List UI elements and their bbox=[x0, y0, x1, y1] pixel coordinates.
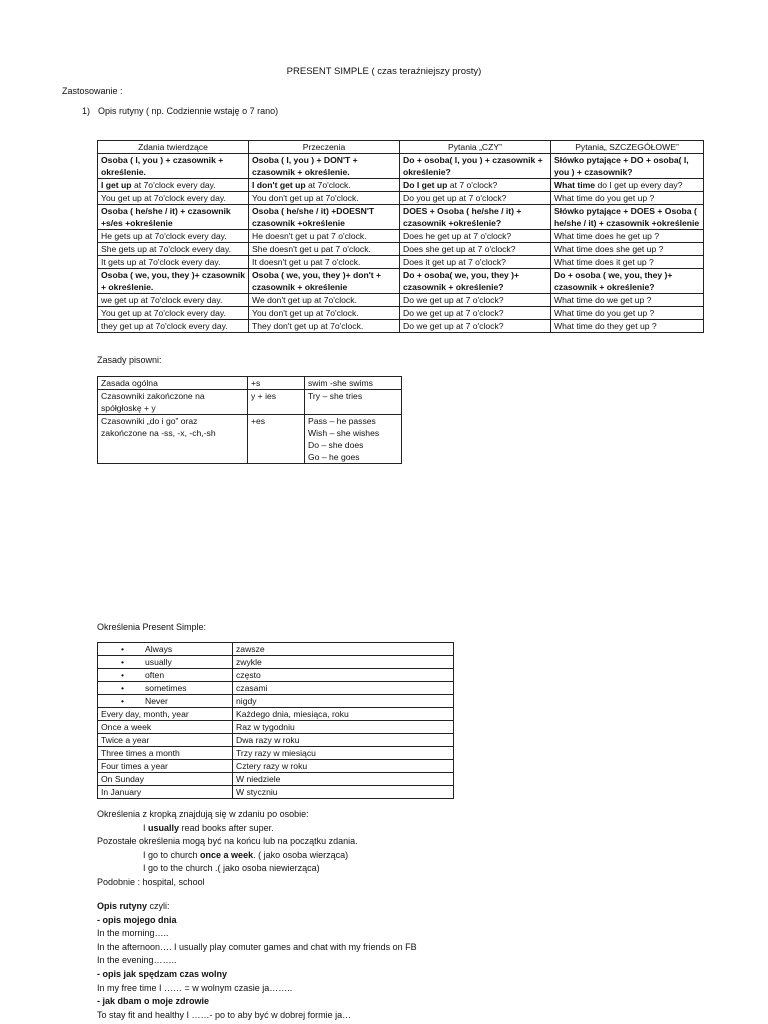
routine-subheading: - jak dbam o moje zdrowie bbox=[97, 996, 210, 1007]
routine-subheading: - opis jak spędzam czas wolny bbox=[97, 968, 228, 979]
table-row bbox=[98, 192, 704, 205]
table-row bbox=[98, 256, 704, 269]
table-cell: Does he get up at 7 o'clock? bbox=[400, 230, 551, 243]
table-header-row bbox=[98, 141, 704, 154]
adverb-cell: • sometimes bbox=[98, 682, 233, 695]
table-row bbox=[98, 154, 704, 179]
main-grammar-table bbox=[97, 140, 704, 333]
table-cell: Osoba ( he/she / it) + czasownik +s/es +określenie bbox=[98, 205, 249, 230]
table-row bbox=[98, 230, 704, 243]
table-cell: He gets up at 7o'clock every day. bbox=[98, 230, 249, 243]
example-sentence: I go to church once a week. ( jako osoba wierząca) bbox=[143, 849, 349, 860]
table-cell: You don't get up at 7o'clock. bbox=[249, 307, 400, 320]
table-cell: Osoba ( he/she / it) +DOESN'T czasownik +określenie bbox=[249, 205, 400, 230]
table-row bbox=[98, 269, 704, 294]
table-cell: You get up at 7o'clock every day. bbox=[98, 192, 249, 205]
table-cell: Osoba ( I, you ) + DON'T + czasownik + określenie. bbox=[249, 154, 400, 179]
table-cell: Do I get up at 7 o'clock? bbox=[400, 179, 551, 192]
table-cell: Do we get up at 7 o'clock? bbox=[400, 307, 551, 320]
note-line: Określenia z kropką znajdują się w zdaniu po osobie: bbox=[97, 809, 309, 819]
table-cell: Osoba ( we, you, they )+ don't + czasownik + określenie bbox=[249, 269, 400, 294]
spelling-table bbox=[97, 376, 402, 464]
table-cell: We don't get up at 7o'clock. bbox=[249, 294, 400, 307]
table-row bbox=[98, 669, 454, 682]
table-cell: y + ies bbox=[248, 390, 305, 415]
table-row bbox=[98, 320, 704, 333]
translation-cell: W styczniu bbox=[233, 786, 454, 799]
table-cell: He doesn't get u pat 7 o'clock. bbox=[249, 230, 400, 243]
table-row bbox=[98, 721, 454, 734]
table-cell: Czasowniki „do i go” oraz zakończone na -ss, -x, -ch,-sh bbox=[98, 415, 248, 464]
table-cell: Does it get up at 7 o'clock? bbox=[400, 256, 551, 269]
adverb-cell: Four times a year bbox=[98, 760, 233, 773]
table-cell: +es bbox=[248, 415, 305, 464]
spelling-label: Zasady pisowni: bbox=[97, 355, 162, 365]
table-cell: Do + osoba ( we, you, they )+ czasownik + określenie? bbox=[551, 269, 704, 294]
table-cell: She gets up at 7o'clock every day. bbox=[98, 243, 249, 256]
table-cell: What time do I get up every day? bbox=[551, 179, 704, 192]
column-header: Zdania twierdzące bbox=[98, 141, 249, 154]
adverb-cell: • often bbox=[98, 669, 233, 682]
table-row bbox=[98, 643, 454, 656]
column-header: Przeczenia bbox=[249, 141, 400, 154]
table-cell: It gets up at 7o'clock every day. bbox=[98, 256, 249, 269]
routine-section bbox=[97, 900, 747, 1022]
table-cell: What time does he get up ? bbox=[551, 230, 704, 243]
list-number: 1) bbox=[82, 106, 91, 116]
adverbs-table bbox=[97, 642, 454, 799]
table-cell: I get up at 7o'clock every day. bbox=[98, 179, 249, 192]
table-cell: Zasada ogólna bbox=[98, 377, 248, 390]
table-cell: Try – she tries bbox=[305, 390, 402, 415]
notes-section bbox=[97, 808, 737, 890]
adverbs-label: Określenia Present Simple: bbox=[97, 622, 207, 632]
translation-cell: Dwa razy w roku bbox=[233, 734, 454, 747]
table-cell: She doesn't get u pat 7 o'clock. bbox=[249, 243, 400, 256]
note-line: Pozostałe określenia mogą być na końcu lub na początku zdania. bbox=[97, 836, 358, 847]
column-header: Pytania „CZY” bbox=[400, 141, 551, 154]
adverb-cell: Every day, month, year bbox=[98, 708, 233, 721]
table-row bbox=[98, 734, 454, 747]
table-cell: swim -she swims bbox=[305, 377, 402, 390]
table-row bbox=[98, 656, 454, 669]
routine-line: In the evening…….. bbox=[97, 955, 177, 966]
table-cell: Pass – he passes Wish – she wishes Do – she does Go – he goes bbox=[305, 415, 402, 464]
table-row bbox=[98, 377, 402, 390]
table-cell: Do you get up at 7 o'clock? bbox=[400, 192, 551, 205]
table-row bbox=[98, 294, 704, 307]
table-row bbox=[98, 773, 454, 786]
translation-cell: zwykle bbox=[233, 656, 454, 669]
table-cell: Słówko pytające + DO + osoba( I, you ) + czasownik? bbox=[551, 154, 704, 179]
adverb-cell: On Sunday bbox=[98, 773, 233, 786]
translation-cell: Raz w tygodniu bbox=[233, 721, 454, 734]
table-cell: What time do they get up ? bbox=[551, 320, 704, 333]
table-row bbox=[98, 205, 704, 230]
routine-line: To stay fit and healthy I ……- po to aby być w dobrej formie ja… bbox=[97, 1009, 352, 1020]
table-row bbox=[98, 695, 454, 708]
table-cell: It doesn't get u pat 7 o'clock. bbox=[249, 256, 400, 269]
adverb-cell: In January bbox=[98, 786, 233, 799]
example-sentence: I go to the church .( jako osoba niewierząca) bbox=[143, 863, 320, 874]
table-cell: Does she get up at 7 o'clock? bbox=[400, 243, 551, 256]
table-row bbox=[98, 390, 402, 415]
table-cell: What time does she get up ? bbox=[551, 243, 704, 256]
table-row bbox=[98, 682, 454, 695]
translation-cell: Cztery razy w roku bbox=[233, 760, 454, 773]
table-row bbox=[98, 307, 704, 320]
intro-label: Zastosowanie : bbox=[62, 86, 123, 96]
table-cell: Do we get up at 7 o'clock? bbox=[400, 294, 551, 307]
table-cell: They don't get up at 7o'clock. bbox=[249, 320, 400, 333]
table-cell: Czasowniki zakończone na spółgłoskę + y bbox=[98, 390, 248, 415]
table-row bbox=[98, 760, 454, 773]
adverb-cell: • Always bbox=[98, 643, 233, 656]
routine-line: In the morning….. bbox=[97, 928, 169, 939]
adverb-cell: Three times a month bbox=[98, 747, 233, 760]
translation-cell: zawsze bbox=[233, 643, 454, 656]
table-cell: they get up at 7o'clock every day. bbox=[98, 320, 249, 333]
table-row bbox=[98, 415, 402, 464]
table-cell: we get up at 7o'clock every day. bbox=[98, 294, 249, 307]
note-line: Podobnie : hospital, school bbox=[97, 876, 205, 887]
table-cell: Osoba ( we, you, they )+ czasownik + określenie. bbox=[98, 269, 249, 294]
column-header: Pytania„ SZCZEGÓŁOWE” bbox=[551, 141, 704, 154]
translation-cell: Trzy razy w miesiącu bbox=[233, 747, 454, 760]
adverb-cell: • Never bbox=[98, 695, 233, 708]
table-cell: Osoba ( I, you ) + czasownik + określenie. bbox=[98, 154, 249, 179]
table-row bbox=[98, 243, 704, 256]
table-cell: What time do we get up ? bbox=[551, 294, 704, 307]
table-row bbox=[98, 747, 454, 760]
table-cell: You don't get up at 7o'clock. bbox=[249, 192, 400, 205]
adverb-cell: Once a week bbox=[98, 721, 233, 734]
table-cell: Słówko pytające + DOES + Osoba ( he/she / it) + czasownik +określenie bbox=[551, 205, 704, 230]
table-row bbox=[98, 786, 454, 799]
table-cell: What time do you get up ? bbox=[551, 192, 704, 205]
routine-line: In the afternoon…. I usually play comuter games and chat with my friends on FB bbox=[97, 941, 417, 952]
translation-cell: często bbox=[233, 669, 454, 682]
table-row bbox=[98, 179, 704, 192]
table-cell: You get up at 7o'clock every day. bbox=[98, 307, 249, 320]
translation-cell: nigdy bbox=[233, 695, 454, 708]
example-sentence: I usually read books after super. bbox=[143, 822, 274, 833]
table-cell: Do + osoba( we, you, they )+ czasownik + określenie? bbox=[400, 269, 551, 294]
routine-line: In my free time I …… = w wolnym czasie ja…….. bbox=[97, 982, 293, 993]
table-cell: Do we get up at 7 o'clock? bbox=[400, 320, 551, 333]
translation-cell: Każdego dnia, miesiąca, roku bbox=[233, 708, 454, 721]
table-cell: Do + osoba( I, you ) + czasownik + określenie? bbox=[400, 154, 551, 179]
table-cell: I don't get up at 7o'clock. bbox=[249, 179, 400, 192]
table-cell: What time does it get up ? bbox=[551, 256, 704, 269]
adverb-cell: • usually bbox=[98, 656, 233, 669]
routine-subheading: - opis mojego dnia bbox=[97, 914, 177, 925]
list-item: Opis rutyny ( np. Codziennie wstaję o 7 rano) bbox=[98, 106, 279, 116]
translation-cell: W niedziele bbox=[233, 773, 454, 786]
table-cell: +s bbox=[248, 377, 305, 390]
adverb-cell: Twice a year bbox=[98, 734, 233, 747]
translation-cell: czasami bbox=[233, 682, 454, 695]
page-title: PRESENT SIMPLE ( czas teraźniejszy prosty) bbox=[286, 66, 482, 77]
routine-heading: Opis rutyny czyli: bbox=[97, 901, 170, 911]
table-cell: DOES + Osoba ( he/she / it) + czasownik +określenie? bbox=[400, 205, 551, 230]
table-cell: What time do you get up ? bbox=[551, 307, 704, 320]
table-row bbox=[98, 708, 454, 721]
